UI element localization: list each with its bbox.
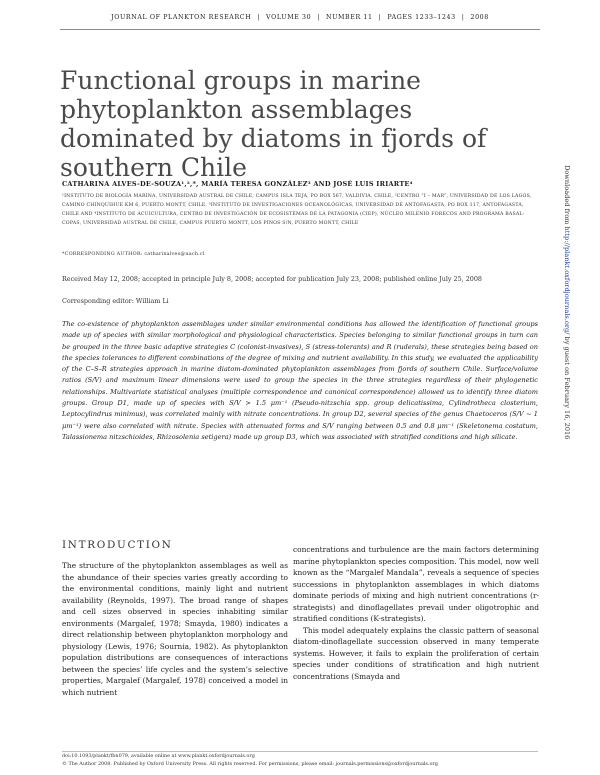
author-list: CATHARINA ALVES-DE-SOUZA¹,²,*, MARÍA TERESA GONZÁLEZ³ AND JOSÉ LUIS IRIARTE⁴ [62, 180, 413, 188]
corresponding-author [62, 251, 540, 257]
abstract: The co-existence of phytoplankton assemblages under similar environmental conditions has allowed the identification of functional groups made up of species with similar morphological and physiological characteristics. Species belonging to similar functional groups in turn can be grouped in the three basic adaptive strategies C (colonist-invasives), S (stress-tolerants) and R (ruderals), these strategies being based on the species tolerances to different combinations of the degree of mixing and nutrient availability. In this study, we evaluated the applicability of the C–S–R strategies approach in marine diatom-dominated phytoplankton assemblages from fjords of southern Chile. Surface/volume ratios (S/V) and maximum linear dimensions were used to group the species in the three strategies regardless of their phylogenetic relationships. Multivariate statistical analyses (multiple correspondence and canonical correspondence) allowed us to identify three diatom groups. Group D1, made up of species with S/V > 1.5 μm⁻¹ (Pseudo-nitzschia spp. group delicatissima, Cylindrotheca closterium, Leptocylindrus minimus), was correlated mainly with nitrate concentrations. In group D2, several species of the genus Chaetoceros (S/V ~ 1 μm⁻¹) were also correlated with nitrate. Species with attenuated forms and S/V ranging between 0.5 and 0.8 μm⁻¹ (Skeletonema costatum, Talassionema nitzschioides, Rhizosolenia setigera) made up group D3, which was associated with stratified conditions and high silicate. [62, 320, 538, 441]
journal-volume: VOLUME 30 [266, 14, 312, 21]
corresponding-label: *CORRESPONDING AUTHOR: [62, 251, 145, 257]
publication-dates: Received May 12, 2008; accepted in principle July 8, 2008; accepted for publication July 23, 2008; published online July 25, 2008 [62, 275, 482, 283]
journal-link[interactable]: http://plankt.oxfordjournals.org/ [563, 226, 571, 335]
header-separator: | [317, 14, 320, 21]
journal-year: 2008 [470, 14, 489, 21]
download-watermark [559, 165, 571, 605]
intro-right-paragraph-2: This model adequately explains the classic pattern of seasonal diatom-dinoflagellate succession observed in many temperate systems. However, it fails to explain the proliferation of certain species under conditions of stratification and high nutrient concentrations (Smayda and [293, 625, 539, 681]
download-suffix: by guest on February 16, 2016 [563, 334, 571, 440]
corresponding-editor: Corresponding editor: William Li [62, 297, 169, 305]
journal-pages: PAGES 1233–1243 [387, 14, 456, 21]
introduction-heading: INTRODUCTION [62, 539, 173, 551]
header-separator: | [461, 14, 465, 21]
header-separator: | [378, 14, 382, 21]
footer-rule [62, 751, 538, 752]
article-title: Functional groups in marine phytoplankton assemblages dominated by diatoms in fjords of southern Chile [60, 66, 487, 182]
intro-left-column: The structure of the phytoplankton assemblages as well as the abundance of their species varies greatly according to the environmental conditions, mainly light and nutrient availability (Reynolds, 1997). The broad range of shapes and cell sizes observed in species inhabiting similar environments (Margalef, 1978; Smayda, 1980) indicates a direct relationship between phytoplankton morphology and physiology (Lewis, 1976; Sournia, 1982). As phytoplankton population distributions are consequences of interactions between the species’ life cycles and the system’s selective properties, Margalef (Margalef, 1978) conceived a model in which nutrient [62, 561, 288, 697]
intro-right-column [293, 544, 539, 682]
intro-right-paragraph-1: concentrations and turbulence are the main factors determining marine phytoplankton species composition. This model, now well known as the “Margalef Mandala”, reveals a sequence of species successions in phytoplankton assemblages in which diatoms dominate periods of mixing and high nutrient concentrations (r-strategists) and dinoflagellates prevail under oligotrophic and stratified conditions (K-strategists). [293, 545, 539, 623]
footer-copyright: © The Author 2008. Published by Oxford University Press. All rights reserved. For permissions, please email: journals.permissions@oxfordjournals.org [62, 761, 438, 767]
affiliations: ¹INSTITUTO DE BIOLOGÍA MARINA, UNIVERSIDAD AUSTRAL DE CHILE, CAMPUS ISLA TEJA, PO BOX 567, VALDIVIA, CHILE, ²CENTRO “I – MAR”, UNIVERSIDAD DE LOS LAGOS, CAMINO CHINQUIHUE KM 6, PUERTO MONTT, CHILE, ³INSTITUTO DE INVESTIGACIONES OCEANOLÓGICAS, UNIVERSIDAD DE ANTOFAGASTA, PO BOX 117, ANTOFAGASTA, CHILE AND ⁴INSTITUTO DE ACUICULTURA, CENTRO DE INVESTIGACIÓN DE ECOSISTEMAS DE LA PATAGONIA (CIEP), NÚCLEO MILENIO FORECOS AND PROGRAMA BASAL-COPAS, UNIVERSIDAD AUSTRAL DE CHILE, CAMPUS PUERTO MONTT, LOS PINOS S/N, PUERTO MONTT, CHILE [62, 194, 532, 226]
journal-running-header [0, 14, 600, 21]
header-separator: | [257, 14, 261, 21]
download-prefix: Downloaded from [563, 165, 571, 227]
corresponding-email: catharinalves@uach.cl [144, 251, 205, 257]
footer-doi: doi:10.1093/plankt/fbn079, available online at www.plankt.oxfordjournals.org [62, 753, 255, 759]
header-rule [60, 29, 540, 30]
journal-number: NUMBER 11 [325, 14, 373, 21]
journal-name: JOURNAL OF PLANKTON RESEARCH [111, 14, 252, 21]
